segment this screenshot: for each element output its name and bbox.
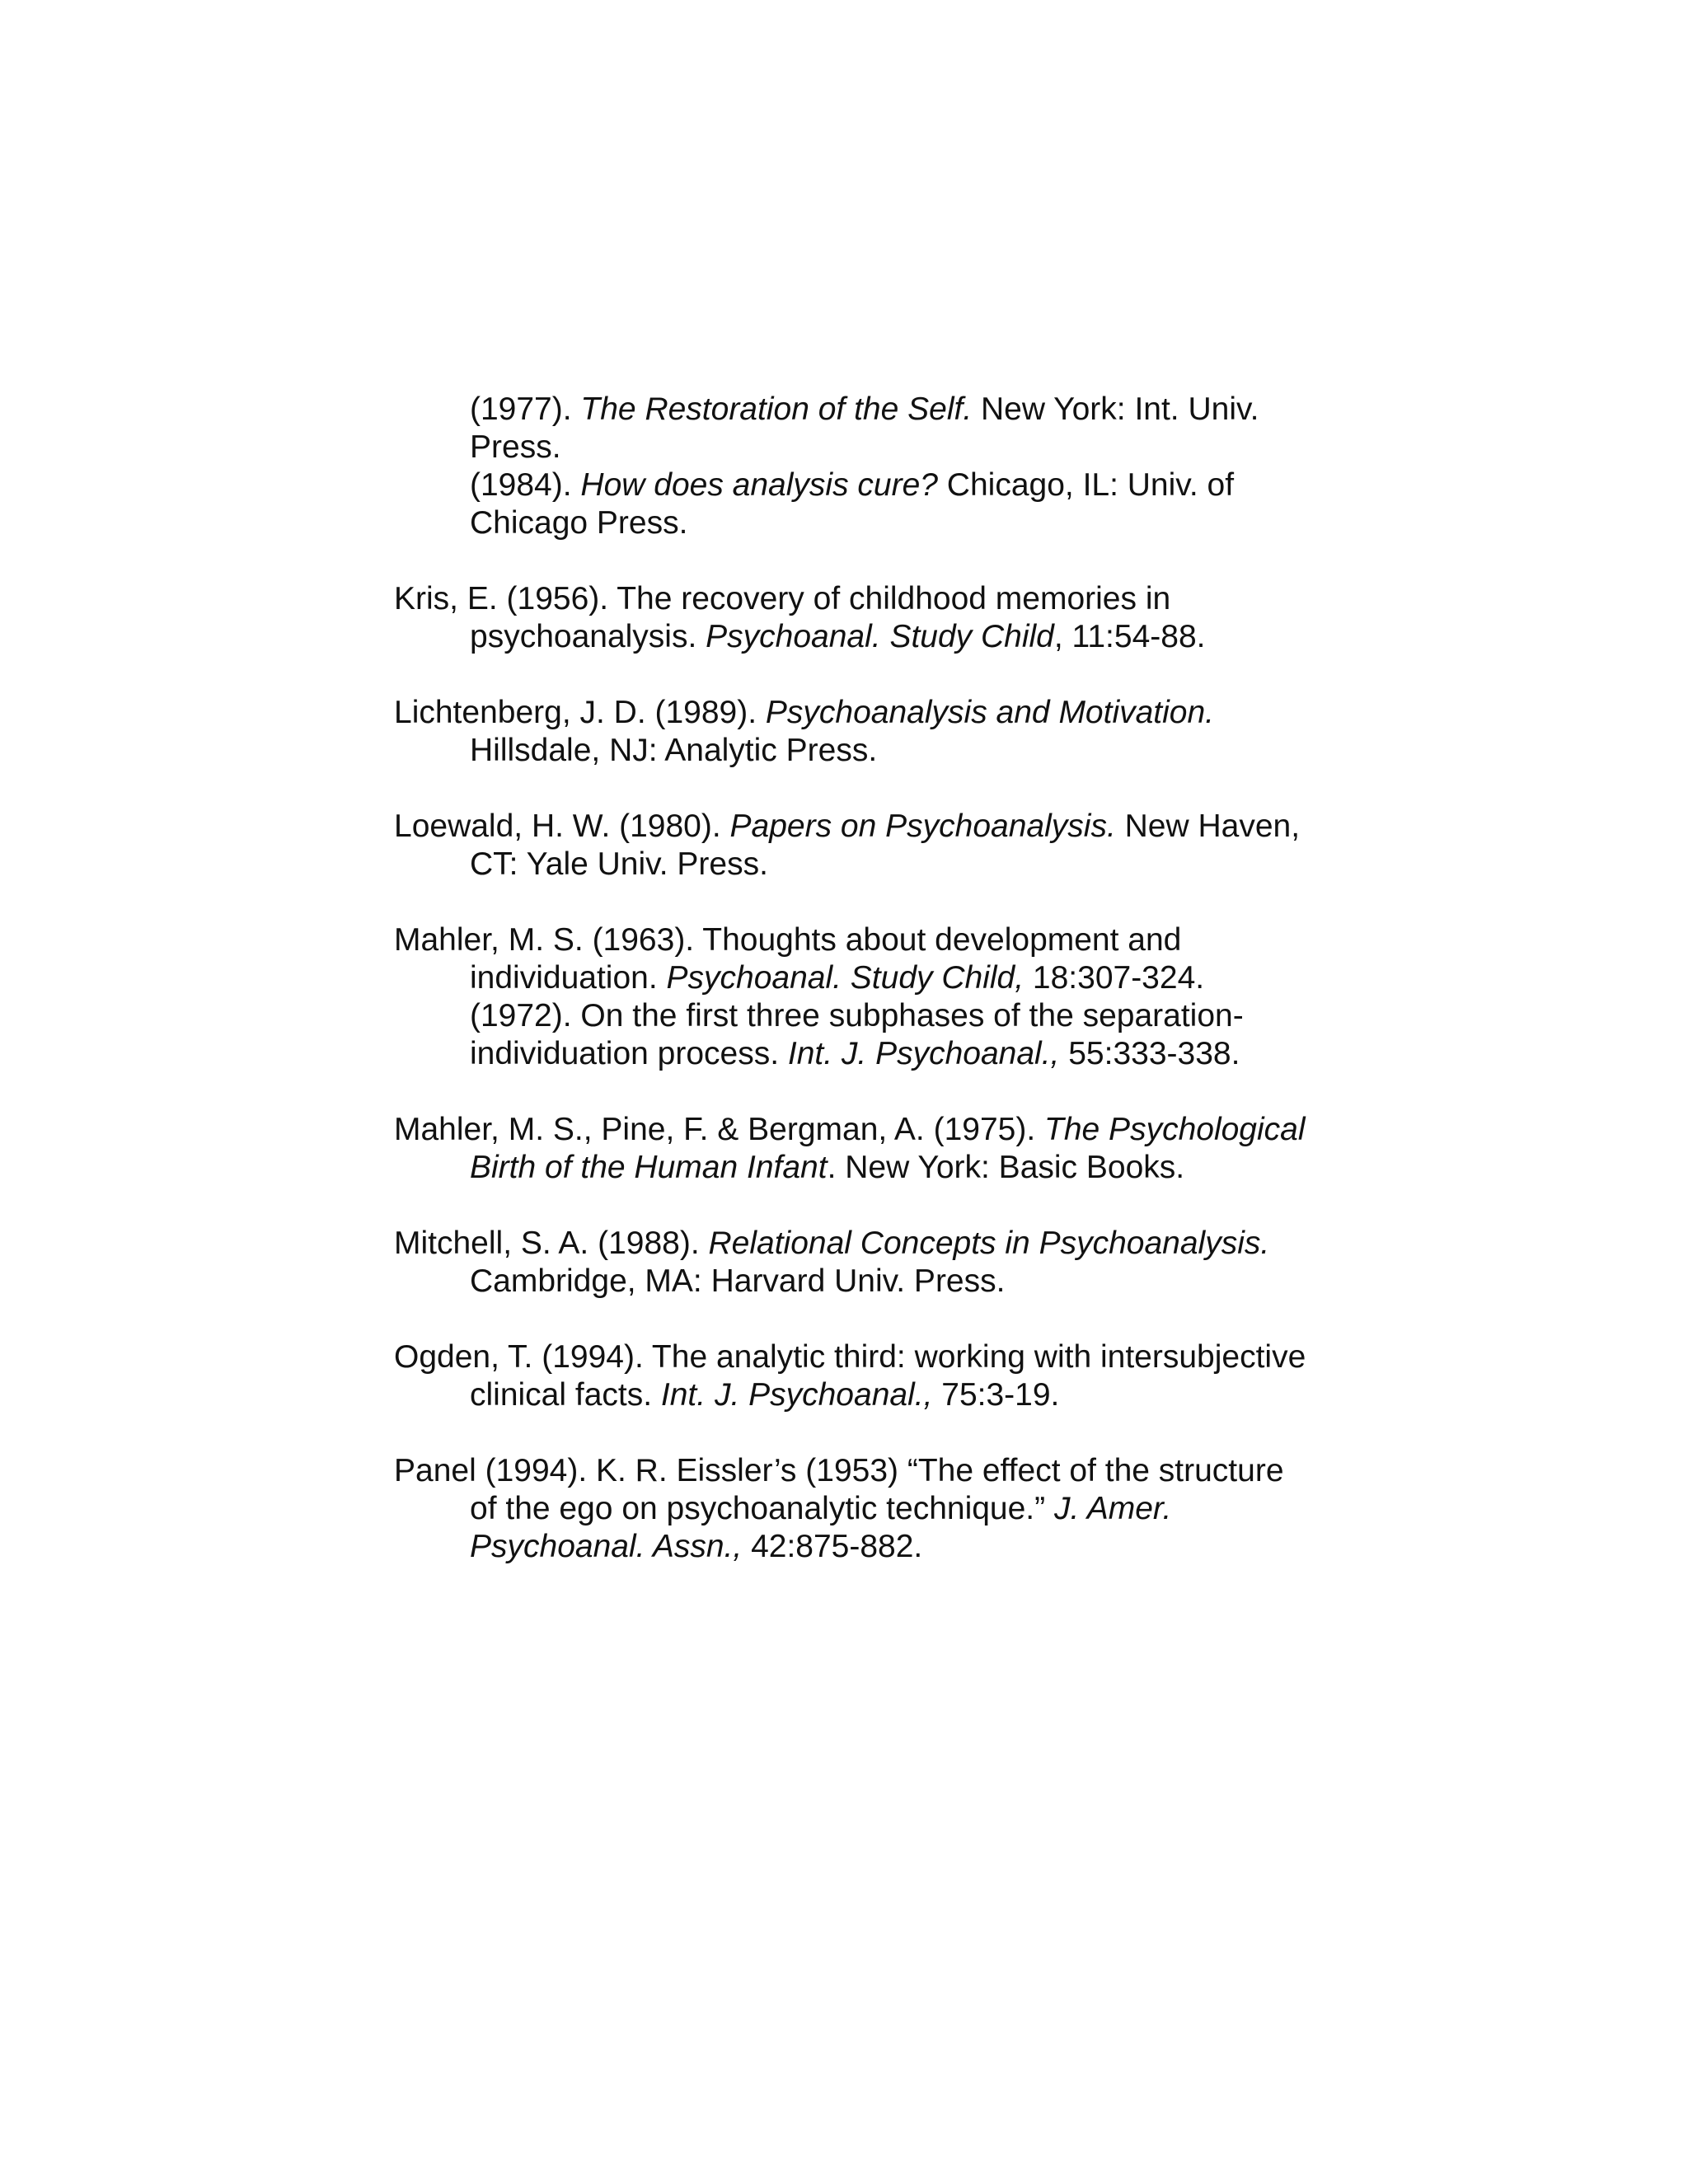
reference-text: Mahler, M. S. (1963). Thoughts about development and individuation. [394, 922, 1182, 996]
reference-entry-lichtenberg-1989 [394, 694, 1309, 770]
reference-italic-title: Psychoanalysis and Motivation. [765, 695, 1215, 730]
reference-subentry [470, 997, 1309, 1073]
reference-entry-kohut-1977 [394, 391, 1309, 466]
reference-entry-mahler-1963 [394, 921, 1309, 1073]
reference-text: Loewald, H. W. (1980). [394, 808, 730, 844]
reference-text: New Haven, CT: Yale Univ. Press. [470, 808, 1301, 882]
reference-italic-title: Int. J. Psychoanal., [660, 1377, 933, 1413]
reference-italic-title: Psychoanal. Study Child [706, 619, 1054, 654]
reference-italic-title: J. Amer. Psychoanal. Assn., [470, 1491, 1172, 1564]
reference-text: , 11:54-88. [1053, 619, 1206, 654]
reference-list [394, 391, 1309, 1604]
reference-text: 42:875-882. [742, 1529, 923, 1564]
reference-text: (1972). On the first three subphases of the separation-individuation process. [470, 998, 1244, 1071]
reference-text: Mitchell, S. A. (1988). [394, 1226, 709, 1261]
reference-text: Panel (1994). K. R. Eissler’s (1953) “The effect of the structure of the ego on psychoanalytic technique.” [394, 1453, 1284, 1526]
reference-text: Cambridge, MA: Harvard Univ. Press. [470, 1263, 1006, 1299]
reference-italic-title: Papers on Psychoanalysis. [729, 808, 1116, 844]
reference-italic-title: How does analysis cure? [580, 467, 938, 503]
reference-text: Lichtenberg, J. D. (1989). [394, 695, 766, 730]
reference-text: Chicago, IL: Univ. of Chicago Press. [470, 467, 1235, 541]
reference-text: New York: Int. Univ. Press. [470, 391, 1259, 465]
reference-entry-mahler-1975 [394, 1111, 1309, 1187]
reference-italic-title: The Restoration of the Self. [580, 391, 973, 427]
reference-entry-loewald-1980 [394, 808, 1309, 883]
reference-text: 75:3-19. [932, 1377, 1060, 1413]
reference-italic-title: The Psychological Birth of the Human Infant [470, 1112, 1306, 1185]
reference-text: 55:333-338. [1059, 1036, 1240, 1071]
reference-text: (1977). [470, 391, 581, 427]
reference-entry-kohut-1984 [394, 466, 1309, 542]
reference-entry-kris-1956 [394, 580, 1309, 656]
reference-entry-panel-1994 [394, 1452, 1309, 1566]
reference-entry-mitchell-1988 [394, 1225, 1309, 1301]
reference-text: (1984). [470, 467, 581, 503]
reference-text: Hillsdale, NJ: Analytic Press. [470, 733, 878, 768]
reference-text: Mahler, M. S., Pine, F. & Bergman, A. (1975). [394, 1112, 1045, 1147]
reference-text: 18:307-324. [1024, 960, 1205, 996]
reference-italic-title: Int. J. Psychoanal., [787, 1036, 1060, 1071]
reference-text: Ogden, T. (1994). The analytic third: working with intersubjective clinical facts. [394, 1339, 1306, 1413]
reference-italic-title: Psychoanal. Study Child, [666, 960, 1025, 996]
reference-entry-ogden-1994 [394, 1338, 1309, 1414]
reference-text: . New York: Basic Books. [827, 1150, 1185, 1185]
reference-text: Kris, E. (1956). The recovery of childhood memories in psychoanalysis. [394, 581, 1171, 654]
reference-italic-title: Relational Concepts in Psychoanalysis. [708, 1226, 1270, 1261]
